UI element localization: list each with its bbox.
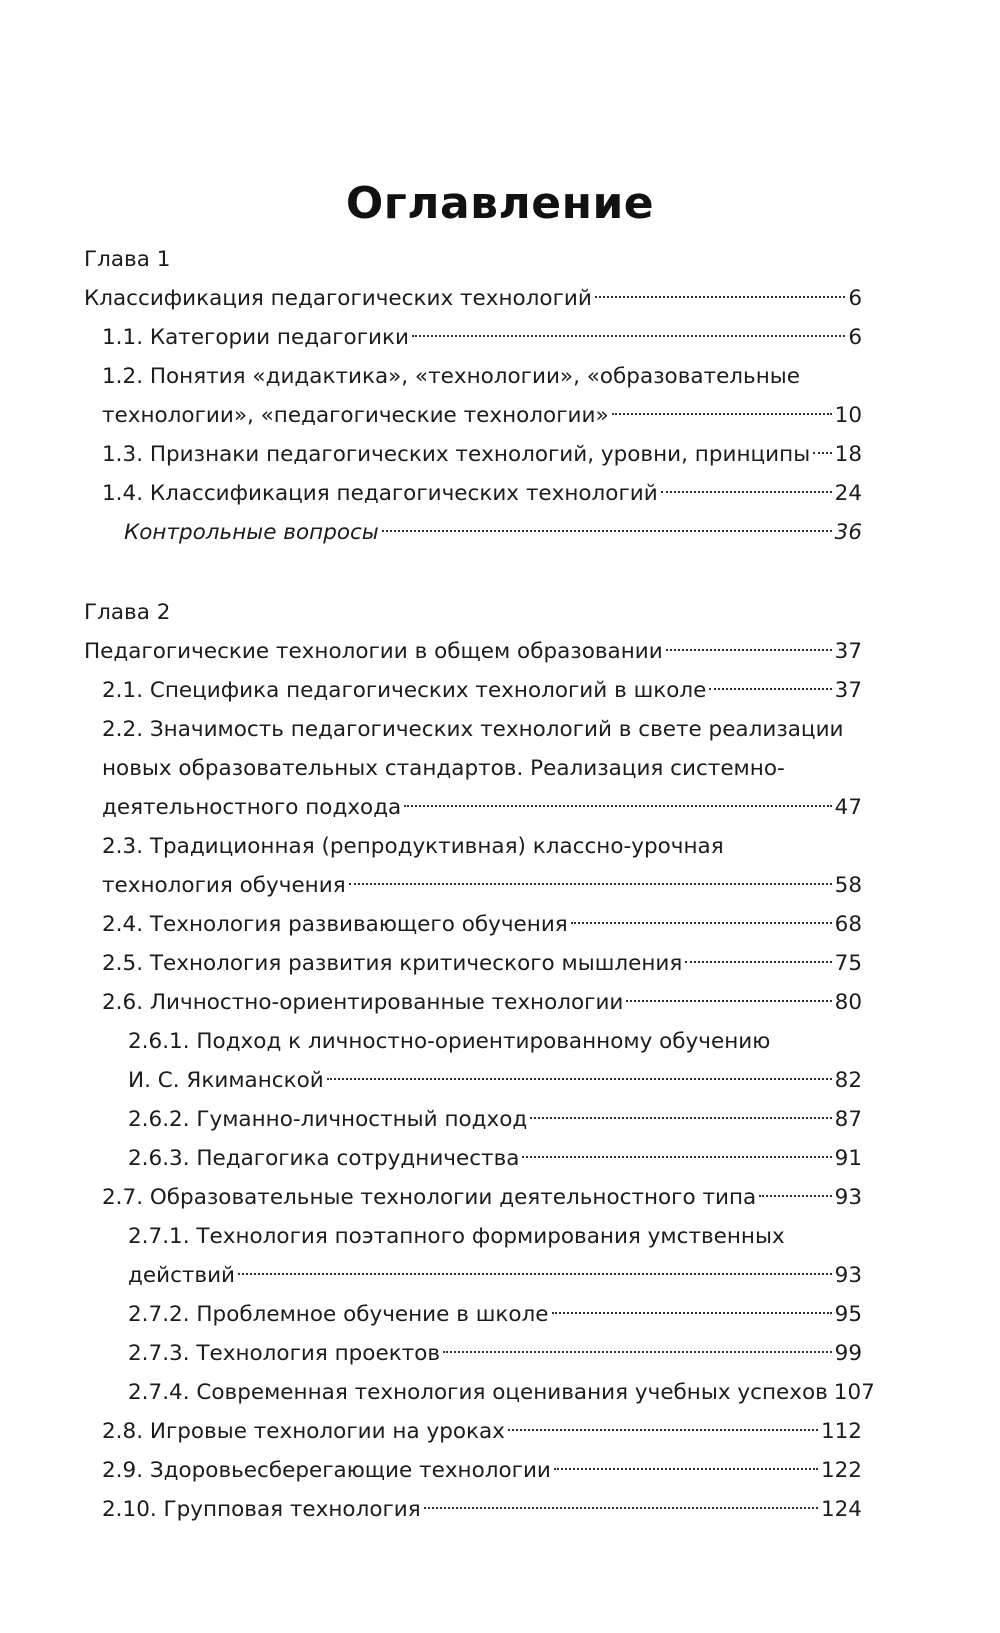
page-number: 91	[834, 1146, 862, 1171]
toc-entry[interactable]	[0, 944, 862, 983]
page-number: 36	[834, 520, 862, 545]
toc-entry[interactable]	[0, 671, 862, 710]
toc-entry-text: технологии», «педагогические технологии»	[102, 403, 609, 428]
dot-leader	[759, 1195, 831, 1197]
toc-entry-text: 2.8. Игровые технологии на уроках	[102, 1419, 505, 1444]
toc-entry-text: 2.3. Традиционная (репродуктивная) классно-урочная	[102, 834, 724, 859]
toc-entry[interactable]	[0, 1373, 875, 1412]
dot-leader	[552, 1312, 832, 1314]
toc-entry[interactable]	[0, 1334, 862, 1373]
chapter-label: Глава 1	[84, 247, 171, 272]
page-number: 75	[834, 951, 862, 976]
dot-leader	[349, 883, 832, 885]
toc-entry[interactable]	[0, 1100, 862, 1139]
page-number: 95	[834, 1302, 862, 1327]
dot-leader	[530, 1117, 831, 1119]
dot-leader	[626, 1000, 831, 1002]
toc-entry[interactable]	[0, 827, 862, 905]
page-number: 24	[834, 481, 862, 506]
page-number: 112	[820, 1419, 862, 1444]
toc-entry[interactable]	[0, 1022, 862, 1100]
dot-leader	[813, 452, 831, 454]
toc-entry[interactable]	[0, 905, 862, 944]
toc-entry-text: 2.7. Образовательные технологии деятельностного типа	[102, 1185, 757, 1210]
dot-leader	[508, 1429, 818, 1431]
page-number: 18	[834, 442, 862, 467]
page-number: 93	[834, 1185, 862, 1210]
toc-entry-text: 2.5. Технология развития критического мышления	[102, 951, 683, 976]
toc-entry[interactable]	[0, 357, 862, 435]
toc-entry-text: 1.2. Понятия «дидактика», «технологии», «образовательные	[102, 364, 800, 389]
dot-leader	[412, 335, 845, 337]
toc-entry[interactable]	[0, 983, 862, 1022]
dot-leader	[404, 805, 831, 807]
toc-entry-text: 1.1. Категории педагогики	[102, 325, 409, 350]
toc-entry-text: Классификация педагогических технологий	[84, 286, 592, 311]
page-number: 6	[848, 325, 862, 350]
chapter-label: Глава 2	[84, 600, 171, 625]
toc-entry[interactable]	[0, 279, 862, 318]
toc-entry-text: новых образовательных стандартов. Реализация системно-	[102, 756, 785, 781]
page-title: Оглавление	[345, 178, 655, 229]
dot-leader	[685, 961, 831, 963]
page-number: 6	[848, 286, 862, 311]
toc-entry-text: 1.4. Классификация педагогических технологий	[102, 481, 658, 506]
dot-leader	[661, 491, 832, 493]
chapter-2-section	[0, 593, 1000, 1529]
dot-leader	[666, 649, 832, 651]
toc-entry-text: технология обучения	[102, 873, 346, 898]
dot-leader	[709, 688, 831, 690]
dot-leader	[522, 1156, 831, 1158]
dot-leader	[595, 296, 845, 298]
page-number: 10	[834, 403, 862, 428]
toc-entry[interactable]	[0, 435, 862, 474]
toc-entry[interactable]	[0, 710, 862, 827]
page-number: 68	[834, 912, 862, 937]
page-number: 37	[834, 639, 862, 664]
toc-entry-text: 2.7.1. Технология поэтапного формирования умственных	[128, 1224, 785, 1249]
toc-entry-text: 2.4. Технология развивающего обучения	[102, 912, 568, 937]
page-number: 58	[834, 873, 862, 898]
toc-entry[interactable]	[0, 513, 862, 552]
toc-entry[interactable]	[0, 474, 862, 513]
dot-leader	[424, 1507, 818, 1509]
toc-entry-text: 2.1. Специфика педагогических технологий в школе	[102, 678, 707, 703]
toc-entry-text: 2.6. Личностно-ориентированные технологии	[102, 990, 624, 1015]
dot-leader	[612, 413, 832, 415]
dot-leader	[443, 1351, 832, 1353]
dot-leader	[571, 922, 832, 924]
toc-entry-text: деятельностного подхода	[102, 795, 402, 820]
toc-entry[interactable]	[0, 1295, 862, 1334]
toc-entry-text: 2.9. Здоровьесберегающие технологии	[102, 1458, 551, 1483]
toc-entry[interactable]	[0, 318, 862, 357]
page-number: 80	[834, 990, 862, 1015]
page-number: 47	[834, 795, 862, 820]
toc-entry-text: И. С. Якиманской	[128, 1068, 324, 1093]
toc-entry-text: 2.6.2. Гуманно-личностный подход	[128, 1107, 528, 1132]
toc-entry[interactable]	[0, 1178, 862, 1217]
toc-entry-text: 1.3. Признаки педагогических технологий, уровни, принципы	[102, 442, 811, 467]
page-number: 82	[834, 1068, 862, 1093]
dot-leader	[382, 530, 832, 532]
toc-entry[interactable]	[0, 1139, 862, 1178]
toc-entry-text: Педагогические технологии в общем образовании	[84, 639, 663, 664]
page-number: 99	[834, 1341, 862, 1366]
toc-entry[interactable]	[0, 1412, 862, 1451]
toc-entry[interactable]	[0, 632, 862, 671]
toc-entry-text: 2.6.3. Педагогика сотрудничества	[128, 1146, 520, 1171]
dot-leader	[238, 1273, 832, 1275]
toc-entry-text: 2.7.2. Проблемное обучение в школе	[128, 1302, 549, 1327]
page-number: 93	[834, 1263, 862, 1288]
toc-entry[interactable]	[0, 1217, 862, 1295]
toc-entry-text: 2.6.1. Подход к личностно-ориентированному обучению	[128, 1029, 771, 1054]
toc-entry-text: действий	[128, 1263, 236, 1288]
toc-entry[interactable]	[0, 1490, 862, 1529]
toc-entry[interactable]	[0, 1451, 862, 1490]
toc-entry-text: 2.7.3. Технология проектов	[128, 1341, 441, 1366]
page-number: 107	[833, 1380, 875, 1405]
page-number: 122	[820, 1458, 862, 1483]
page-number: 124	[820, 1497, 862, 1522]
chapter-1-section	[0, 240, 1000, 552]
dot-leader	[554, 1468, 818, 1470]
toc-entry-text: Контрольные вопросы	[124, 520, 379, 545]
toc-entry-text: 2.2. Значимость педагогических технологий в свете реализации	[102, 717, 844, 742]
page-number: 37	[834, 678, 862, 703]
toc-entry-text: 2.7.4. Современная технология оценивания учебных успехов	[128, 1380, 828, 1405]
dot-leader	[327, 1078, 832, 1080]
toc-entry-text: 2.10. Групповая технология	[102, 1497, 421, 1522]
page-number: 87	[834, 1107, 862, 1132]
